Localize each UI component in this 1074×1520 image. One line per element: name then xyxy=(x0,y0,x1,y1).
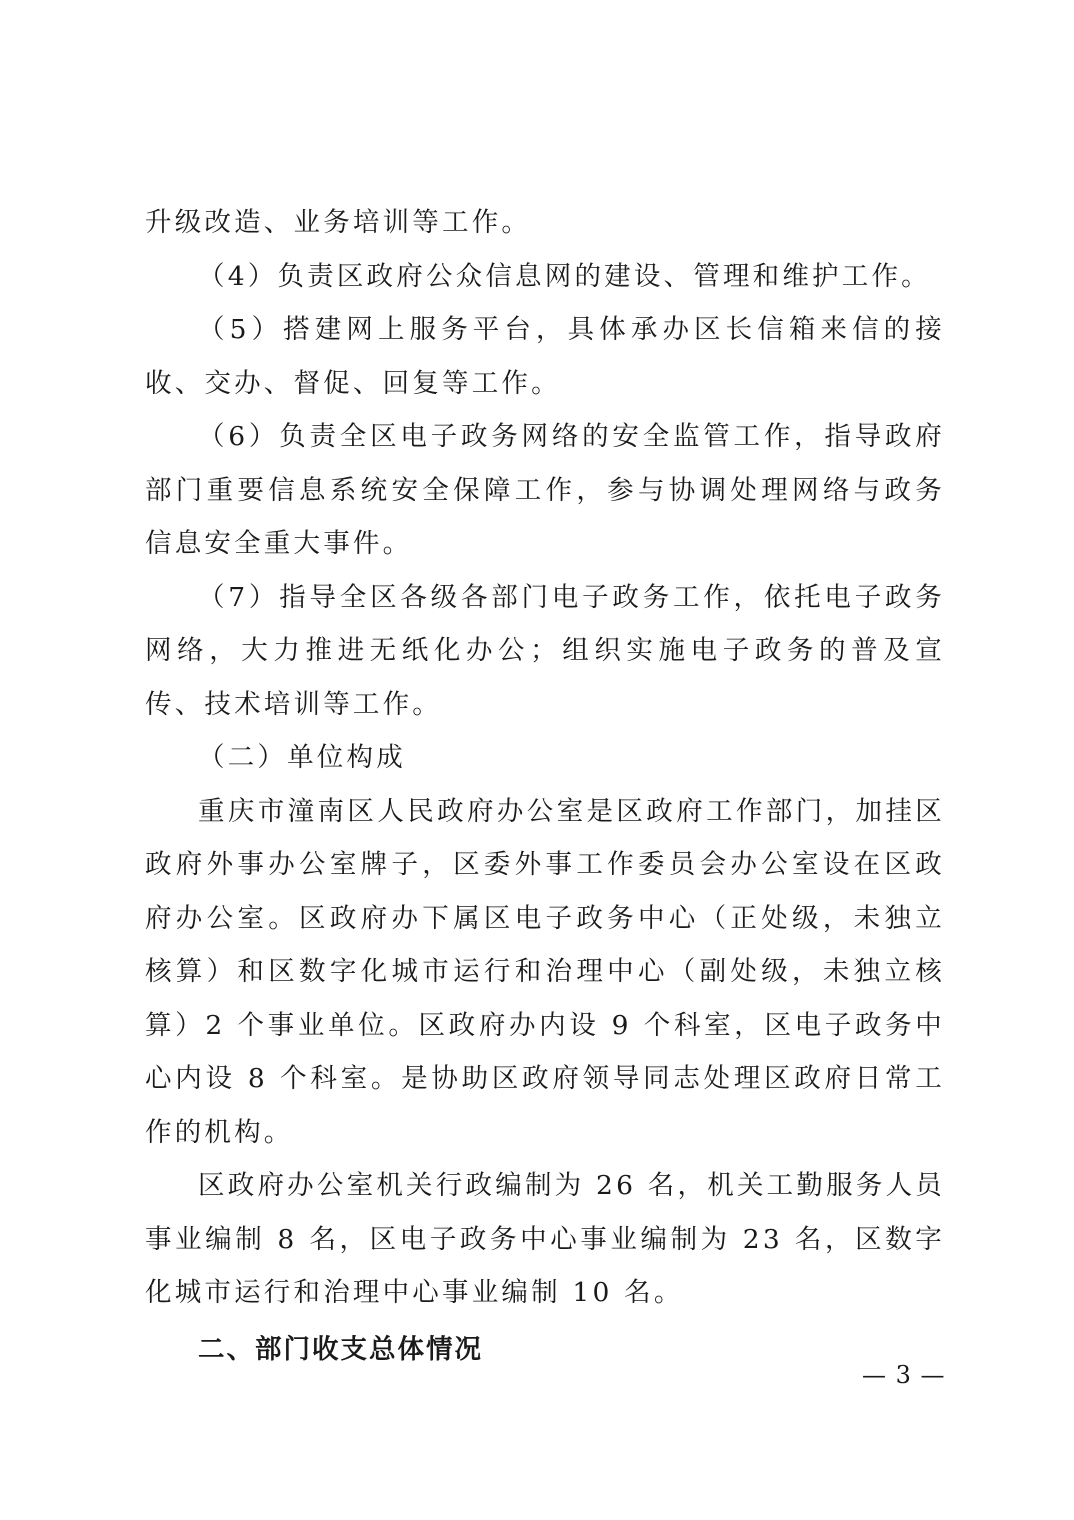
paragraph-continuation: 升级改造、业务培训等工作。 xyxy=(145,207,532,238)
page-number: — 3 — xyxy=(862,1361,946,1389)
section-heading: 二、部门收支总体情况 xyxy=(198,1333,483,1365)
paragraph-item-6: （6）负责全区电子政务网络的安全监管工作，指导政府部门重要信息系统安全保障工作，参与协调处理网络与政务信息安全重大事件。 xyxy=(145,421,945,559)
body-text xyxy=(145,196,945,1376)
paragraph-unit-composition: 重庆市潼南区人民政府办公室是区政府工作部门，加挂区政府外事办公室牌子，区委外事工作委员会办公室设在区政府办公室。区政府办下属区电子政务中心（正处级，未独立核算）和区数字化城市运行和治理中心（副处级，未独立核算）2 个事业单位。区政府办内设 9 个科室，区电子政务中心内设 8 个科室。是协助区政府领导同志处理区政府日常工作的机构。 xyxy=(145,795,945,1148)
subsection-title: （二）单位构成 xyxy=(198,742,406,773)
paragraph-item-4: （4）负责区政府公众信息网的建设、管理和维护工作。 xyxy=(198,260,931,292)
paragraph-staffing: 区政府办公室机关行政编制为 26 名，机关工勤服务人员事业编制 8 名，区电子政务中心事业编制为 23 名，区数字化城市运行和治理中心事业编制 10 名。 xyxy=(145,1170,945,1308)
paragraph-item-7: （7）指导全区各级各部门电子政务工作，依托电子政务网络，大力推进无纸化办公；组织实施电子政务的普及宣传、技术培训等工作。 xyxy=(145,581,945,720)
paragraph-item-5: （5）搭建网上服务平台，具体承办区长信箱来信的接收、交办、督促、回复等工作。 xyxy=(145,314,945,399)
